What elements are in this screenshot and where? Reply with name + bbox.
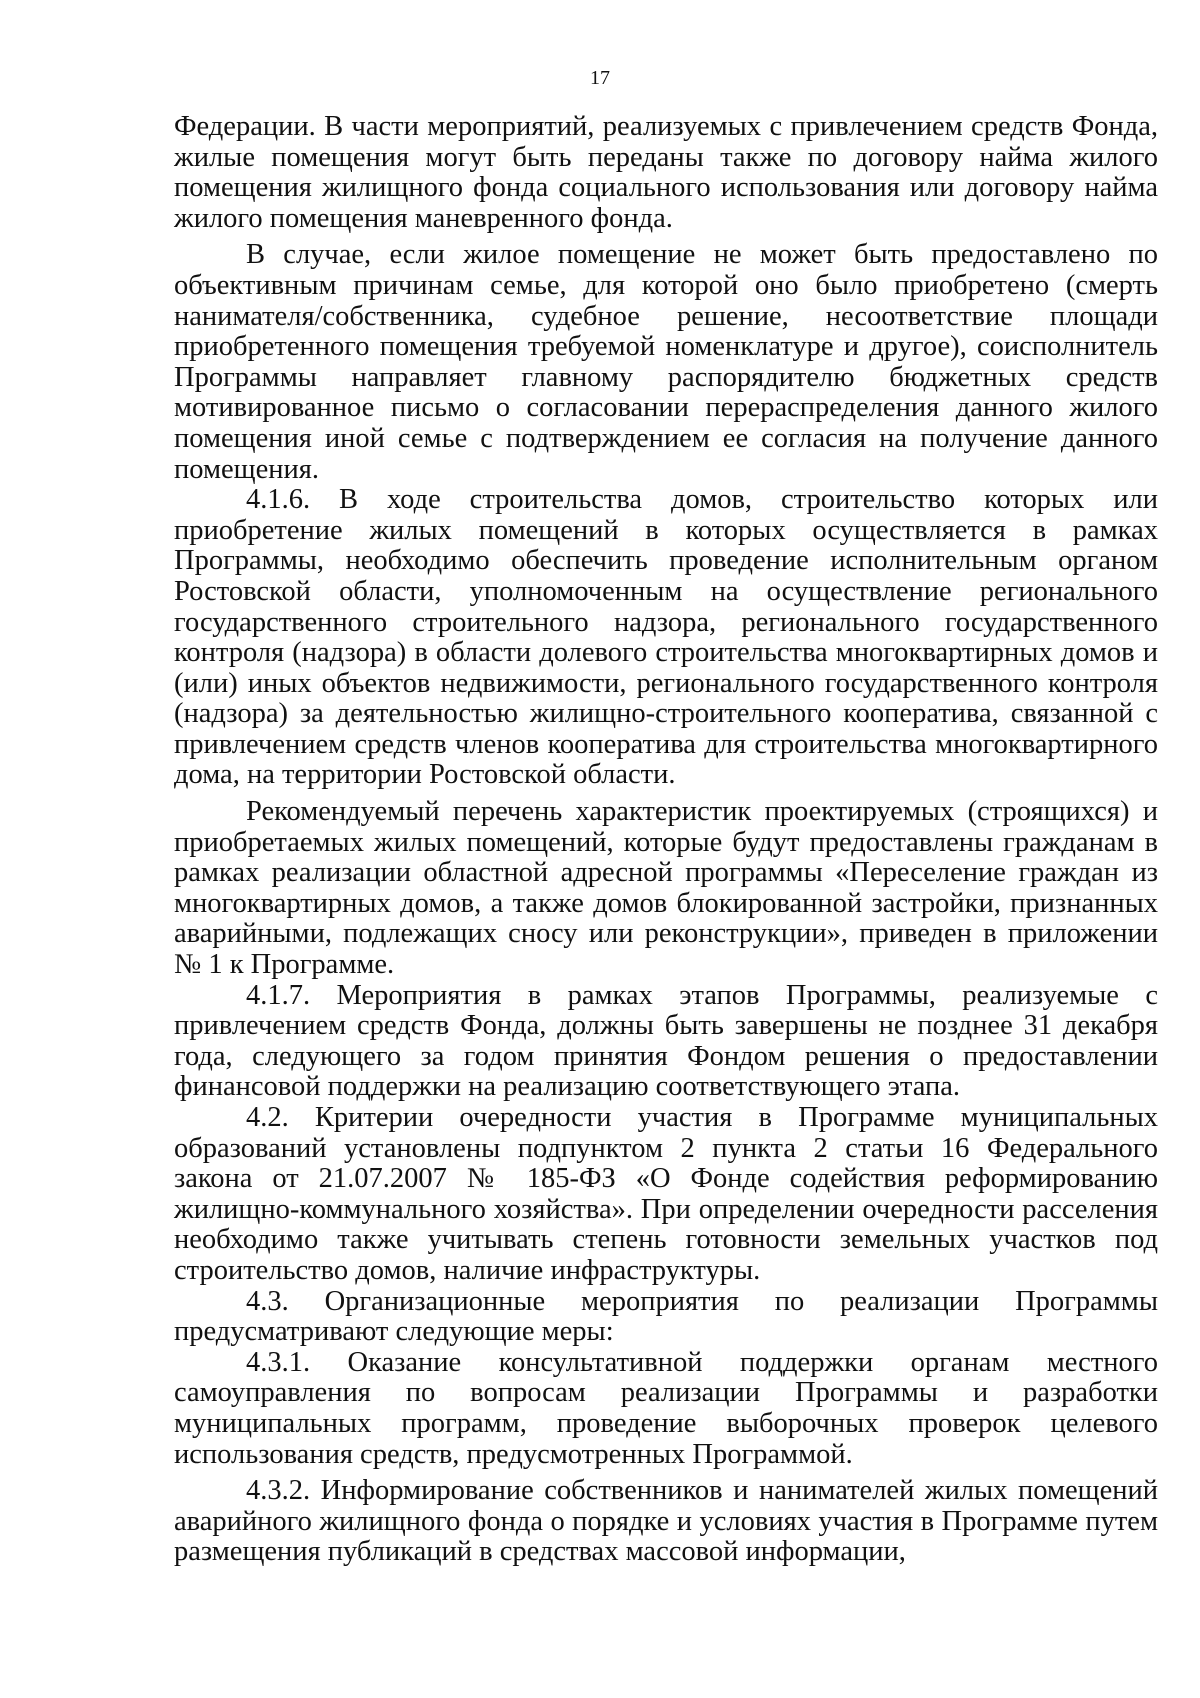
paragraph: 4.3.1. Оказание консультативной поддержки органам местного самоуправления по вопросам реализации Программы и разработки муниципальных программ, проведение выборочных проверок целевого использования средств, предусмотренных Программой. [174,1346,1158,1470]
paragraph: 4.3. Организационные мероприятия по реализации Программы предусматривают следующие меры: [174,1285,1158,1348]
paragraph: 4.1.6. В ходе строительства домов, строительство которых или приобретение жилых помещений в которых осуществляется в рамках Программы, необходимо обеспечить проведение исполнительным органом Ростовской области, уполномоченным на осуществление регионального государственного строительного надзора, регионального государственного контроля (надзора) в области долевого строительства многоквартирных домов и (или) иных объектов недвижимости, регионального государственного контроля (надзора) за деятельностью жилищно-строительного кооператива, связанной с привлечением средств членов кооператива для строительства многоквартирного дома, на территории Ростовской области. [174,484,1158,791]
paragraph: Рекомендуемый перечень характеристик проектируемых (строящихся) и приобретаемых жилых помещений, которые будут предоставлены гражданам в рамках реализации областной адресной программы «Переселение граждан из многоквартирных домов, а также домов блокированной застройки, признанных аварийными, подлежащих сносу или реконструкции», приведен в приложении № 1 к Программе. [174,796,1158,981]
paragraph: 4.3.2. Информирование собственников и нанимателей жилых помещений аварийного жилищного фонда о порядке и условиях участия в Программе путем размещения публикаций в средствах массовой информации, [174,1475,1158,1568]
page-number: 17 [590,67,610,89]
paragraph: 4.2. Критерии очередности участия в Программе муниципальных образований установлены подпунктом 2 пункта 2 статьи 16 Федерального закона от 21.07.2007 № 185-ФЗ «О Фонде содействия реформированию жилищно-коммунального хозяйства». При определении очередности расселения необходимо также учитывать степень готовности земельных участков под строительство домов, наличие инфраструктуры. [174,1102,1158,1286]
paragraph: 4.1.7. Мероприятия в рамках этапов Программы, реализуемые с привлечением средств Фонда, должны быть завершены не позднее 31 декабря года, следующего за годом принятия Фондом решения о предоставлении финансовой поддержки на реализацию соответствующего этапа. [174,979,1158,1103]
paragraph: В случае, если жилое помещение не может быть предоставлено по объективным причинам семье, для которой оно было приобретено (смерть нанимателя/собственника, судебное решение, несоответствие площади приобретенного помещения требуемой номенклатуре и другое), соисполнитель Программы направляет главному распорядителю бюджетных средств мотивированное письмо о согласовании перераспределения данного жилого помещения иной семье с подтверждением ее согласия на получение данного помещения. [174,239,1158,485]
paragraph: Федерации. В части мероприятий, реализуемых с привлечением средств Фонда, жилые помещения могут быть переданы также по договору найма жилого помещения жилищного фонда социального использования или договору найма жилого помещения маневренного фонда. [174,111,1158,234]
document-body [174,112,1158,1568]
